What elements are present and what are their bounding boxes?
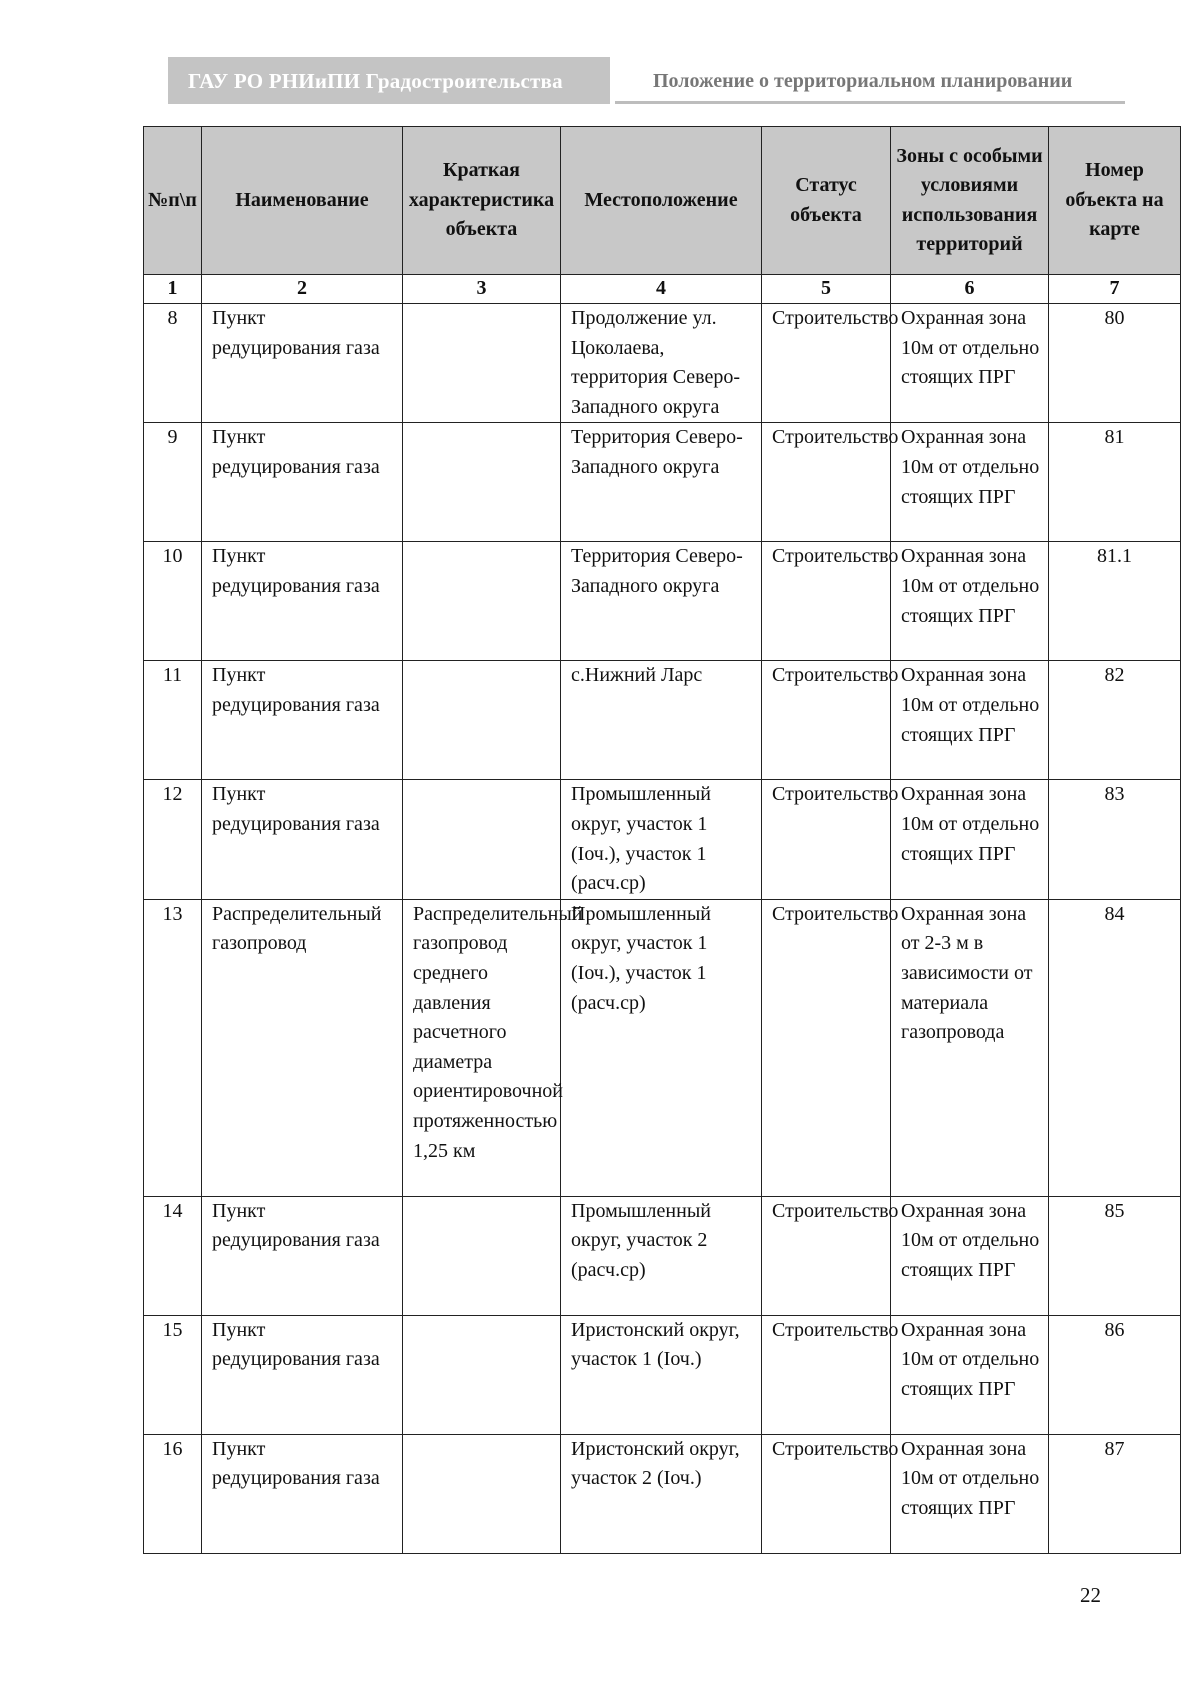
map-number: 81.1 <box>1049 542 1181 661</box>
organization-header: ГАУ РО РНИиПИ Градостроительства <box>168 57 610 104</box>
column-number: 3 <box>403 275 561 304</box>
table-row <box>144 304 1181 423</box>
object-status: Строительство <box>762 1315 891 1434</box>
header-number: №п\п <box>144 127 202 275</box>
object-name: Пункт редуцирования газа <box>202 423 403 542</box>
object-name: Пункт редуцирования газа <box>202 1434 403 1553</box>
table-row <box>144 661 1181 780</box>
map-number: 82 <box>1049 661 1181 780</box>
object-location: с.Нижний Ларс <box>561 661 762 780</box>
object-zones: Охранная зона 10м от отдельно стоящих ПРГ <box>891 661 1049 780</box>
object-location: Продолжение ул. Цоколаева, территория Северо-Западного округа <box>561 304 762 423</box>
row-number: 16 <box>144 1434 202 1553</box>
object-zones: Охранная зона от 2-3 м в зависимости от материала газопровода <box>891 899 1049 1196</box>
object-location: Иристонский округ, участок 2 (Iоч.) <box>561 1434 762 1553</box>
map-number: 83 <box>1049 780 1181 899</box>
object-status: Строительство <box>762 1434 891 1553</box>
table-row <box>144 899 1181 1196</box>
table-row <box>144 542 1181 661</box>
header-characteristic: Краткая характеристика объекта <box>403 127 561 275</box>
page-number: 22 <box>1080 1583 1101 1607</box>
row-number: 13 <box>144 899 202 1196</box>
object-name: Пункт редуцирования газа <box>202 304 403 423</box>
object-status: Строительство <box>762 1196 891 1315</box>
object-location: Территория Северо-Западного округа <box>561 423 762 542</box>
object-status: Строительство <box>762 899 891 1196</box>
object-zones: Охранная зона 10м от отдельно стоящих ПРГ <box>891 780 1049 899</box>
object-location: Промышленный округ, участок 1 (Iоч.), участок 1 (расч.ср) <box>561 899 762 1196</box>
object-zones: Охранная зона 10м от отдельно стоящих ПРГ <box>891 423 1049 542</box>
table-row <box>144 1315 1181 1434</box>
object-name: Пункт редуцирования газа <box>202 1315 403 1434</box>
object-name: Пункт редуцирования газа <box>202 780 403 899</box>
column-number: 5 <box>762 275 891 304</box>
object-name: Пункт редуцирования газа <box>202 542 403 661</box>
map-number: 84 <box>1049 899 1181 1196</box>
object-zones: Охранная зона 10м от отдельно стоящих ПРГ <box>891 304 1049 423</box>
object-status: Строительство <box>762 304 891 423</box>
object-characteristic <box>403 542 561 661</box>
header-name: Наименование <box>202 127 403 275</box>
object-name: Распределительный газопровод <box>202 899 403 1196</box>
object-characteristic <box>403 1196 561 1315</box>
row-number: 15 <box>144 1315 202 1434</box>
map-number: 80 <box>1049 304 1181 423</box>
column-number: 2 <box>202 275 403 304</box>
object-characteristic <box>403 1315 561 1434</box>
planning-table <box>143 126 1181 1554</box>
object-location: Промышленный округ, участок 2 (расч.ср) <box>561 1196 762 1315</box>
row-number: 14 <box>144 1196 202 1315</box>
map-number: 86 <box>1049 1315 1181 1434</box>
object-location: Промышленный округ, участок 1 (Iоч.), участок 1 (расч.ср) <box>561 780 762 899</box>
table-row <box>144 780 1181 899</box>
table-row <box>144 1434 1181 1553</box>
object-zones: Охранная зона 10м от отдельно стоящих ПРГ <box>891 1196 1049 1315</box>
object-location: Территория Северо-Западного округа <box>561 542 762 661</box>
object-location: Иристонский округ, участок 1 (Iоч.) <box>561 1315 762 1434</box>
map-number: 85 <box>1049 1196 1181 1315</box>
header-status: Статус объекта <box>762 127 891 275</box>
object-characteristic <box>403 1434 561 1553</box>
table-row <box>144 1196 1181 1315</box>
object-characteristic: Распределительный газопровод среднего давления расчетного диаметра ориентировочной протяженностью 1,25 км <box>403 899 561 1196</box>
table-header-row <box>144 127 1181 275</box>
object-status: Строительство <box>762 661 891 780</box>
document-title: Положение о территориальном планировании <box>615 70 1125 104</box>
map-number: 87 <box>1049 1434 1181 1553</box>
object-status: Строительство <box>762 542 891 661</box>
header-zones: Зоны с особыми условиями использования территорий <box>891 127 1049 275</box>
row-number: 12 <box>144 780 202 899</box>
object-zones: Охранная зона 10м от отдельно стоящих ПРГ <box>891 1434 1049 1553</box>
column-number: 7 <box>1049 275 1181 304</box>
header-location: Местоположение <box>561 127 762 275</box>
map-number: 81 <box>1049 423 1181 542</box>
object-characteristic <box>403 661 561 780</box>
object-zones: Охранная зона 10м от отдельно стоящих ПРГ <box>891 1315 1049 1434</box>
object-status: Строительство <box>762 423 891 542</box>
object-characteristic <box>403 780 561 899</box>
row-number: 8 <box>144 304 202 423</box>
object-characteristic <box>403 423 561 542</box>
row-number: 10 <box>144 542 202 661</box>
column-number: 6 <box>891 275 1049 304</box>
row-number: 9 <box>144 423 202 542</box>
column-number: 1 <box>144 275 202 304</box>
column-number: 4 <box>561 275 762 304</box>
object-zones: Охранная зона 10м от отдельно стоящих ПРГ <box>891 542 1049 661</box>
header-map-number: Номер объекта на карте <box>1049 127 1181 275</box>
column-numbers-row <box>144 275 1181 304</box>
object-name: Пункт редуцирования газа <box>202 661 403 780</box>
row-number: 11 <box>144 661 202 780</box>
object-name: Пункт редуцирования газа <box>202 1196 403 1315</box>
object-status: Строительство <box>762 780 891 899</box>
table-row <box>144 423 1181 542</box>
object-characteristic <box>403 304 561 423</box>
